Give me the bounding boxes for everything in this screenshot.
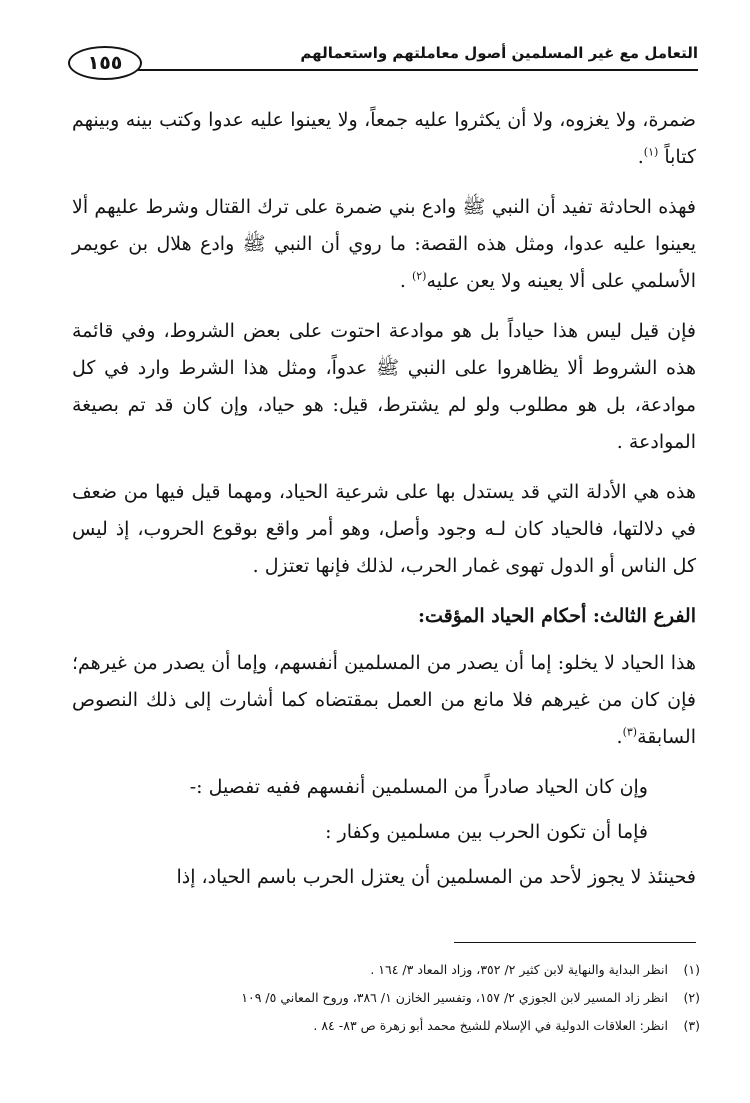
paragraph-4: هذه هي الأدلة التي قد يستدل بها على شرعية الحياد، ومهما قيل فيها من ضعف في دلالتها، فالحياد كان لـه وجود وأصل، وهو أمر واقع بوقوع الحروب، إذ ليس كل الناس أو الدول تهوى غمار الحرب، لذلك فإنها تعتزل .: [72, 481, 696, 577]
footnote-2: [66, 984, 700, 1012]
paragraph-6: وإن كان الحياد صادراً من المسلمين أنفسهم ففيه تفصيل :-: [189, 776, 648, 798]
paragraph-8: فحينئذ لا يجوز لأحد من المسلمين أن يعتزل الحرب باسم الحياد، إذا: [176, 866, 696, 888]
paragraph-1: [72, 102, 696, 176]
footnote-number: (٣): [683, 1018, 700, 1033]
paragraph-end: .: [399, 270, 412, 292]
page-header: [68, 42, 698, 82]
footnote-number: (٢): [683, 990, 700, 1005]
page-number: ١٥٥: [68, 46, 142, 80]
section-heading: الفرع الثالث: أحكام الحياد المؤقت:: [417, 605, 696, 627]
main-text: [72, 102, 696, 909]
footnote-3: [66, 1012, 700, 1040]
footnote-1: [66, 956, 700, 984]
footnotes: [66, 956, 700, 1040]
paragraph-end: .: [616, 726, 623, 748]
paragraph-3: فإن قيل ليس هذا حياداً بل هو موادعة احتوت على بعض الشروط، وفي قائمة هذه الشروط ألا يظاهروا على النبي ﷺ عدواً، ومثل هذا الشرط وارد في كل موادعة، بل هو مطلوب ولو لم يشترط، قيل: هو حياد، وإن كان قد تم بصيغة الموادعة .: [72, 320, 696, 453]
paragraph-text: فهذه الحادثة تفيد أن النبي ﷺ وادع بني ضمرة على ترك القتال وشرط عليهم ألا يعينوا عليه عدوا، ومثل هذه القصة: ما روي أن النبي ﷺ وادع هلال بن عويمر الأسلمي على ألا يعينه ولا يعن عليه: [72, 196, 696, 292]
paragraph-end: .: [637, 146, 644, 168]
running-title: التعامل مع غير المسلمين أصول معاملتهم واستعمالهم: [300, 44, 698, 62]
footnote-text: انظر زاد المسير لابن الجوزي ٢/ ١٥٧، وتفسير الخازن ١/ ٣٨٦، وروح المعاني ٥/ ١٠٩: [241, 990, 668, 1005]
footnote-ref-2: (٢): [411, 269, 427, 283]
footnote-number: (١): [683, 962, 700, 977]
paragraph-5: [72, 645, 696, 756]
footnote-ref-1: (١): [643, 145, 659, 159]
footnote-text: انظر: العلاقات الدولية في الإسلام للشيخ محمد أبو زهرة ص ٨٣- ٨٤ .: [313, 1018, 668, 1033]
footnote-ref-3: (٣): [622, 725, 638, 739]
paragraph-text: ضمرة، ولا يغزوه، ولا أن يكثروا عليه جمعاً، ولا يعينوا عليه عدوا وكتب بينه وبينهم كتاباً: [72, 109, 696, 168]
header-rule: [138, 69, 698, 71]
footnote-separator: [454, 942, 696, 943]
paragraph-2: [72, 189, 696, 300]
paragraph-text: هذا الحياد لا يخلو: إما أن يصدر من المسلمين أنفسهم، وإما أن يصدر من غيرهم؛ فإن كان من غيرهم فلا مانع من العمل بمقتضاه كما أشارت إلى ذلك النصوص السابقة: [72, 652, 696, 748]
paragraph-7: فإما أن تكون الحرب بين مسلمين وكفار :: [325, 821, 648, 843]
footnote-text: انظر البداية والنهاية لابن كثير ٢/ ٣٥٢، وزاد المعاد ٣/ ١٦٤ .: [370, 962, 668, 977]
